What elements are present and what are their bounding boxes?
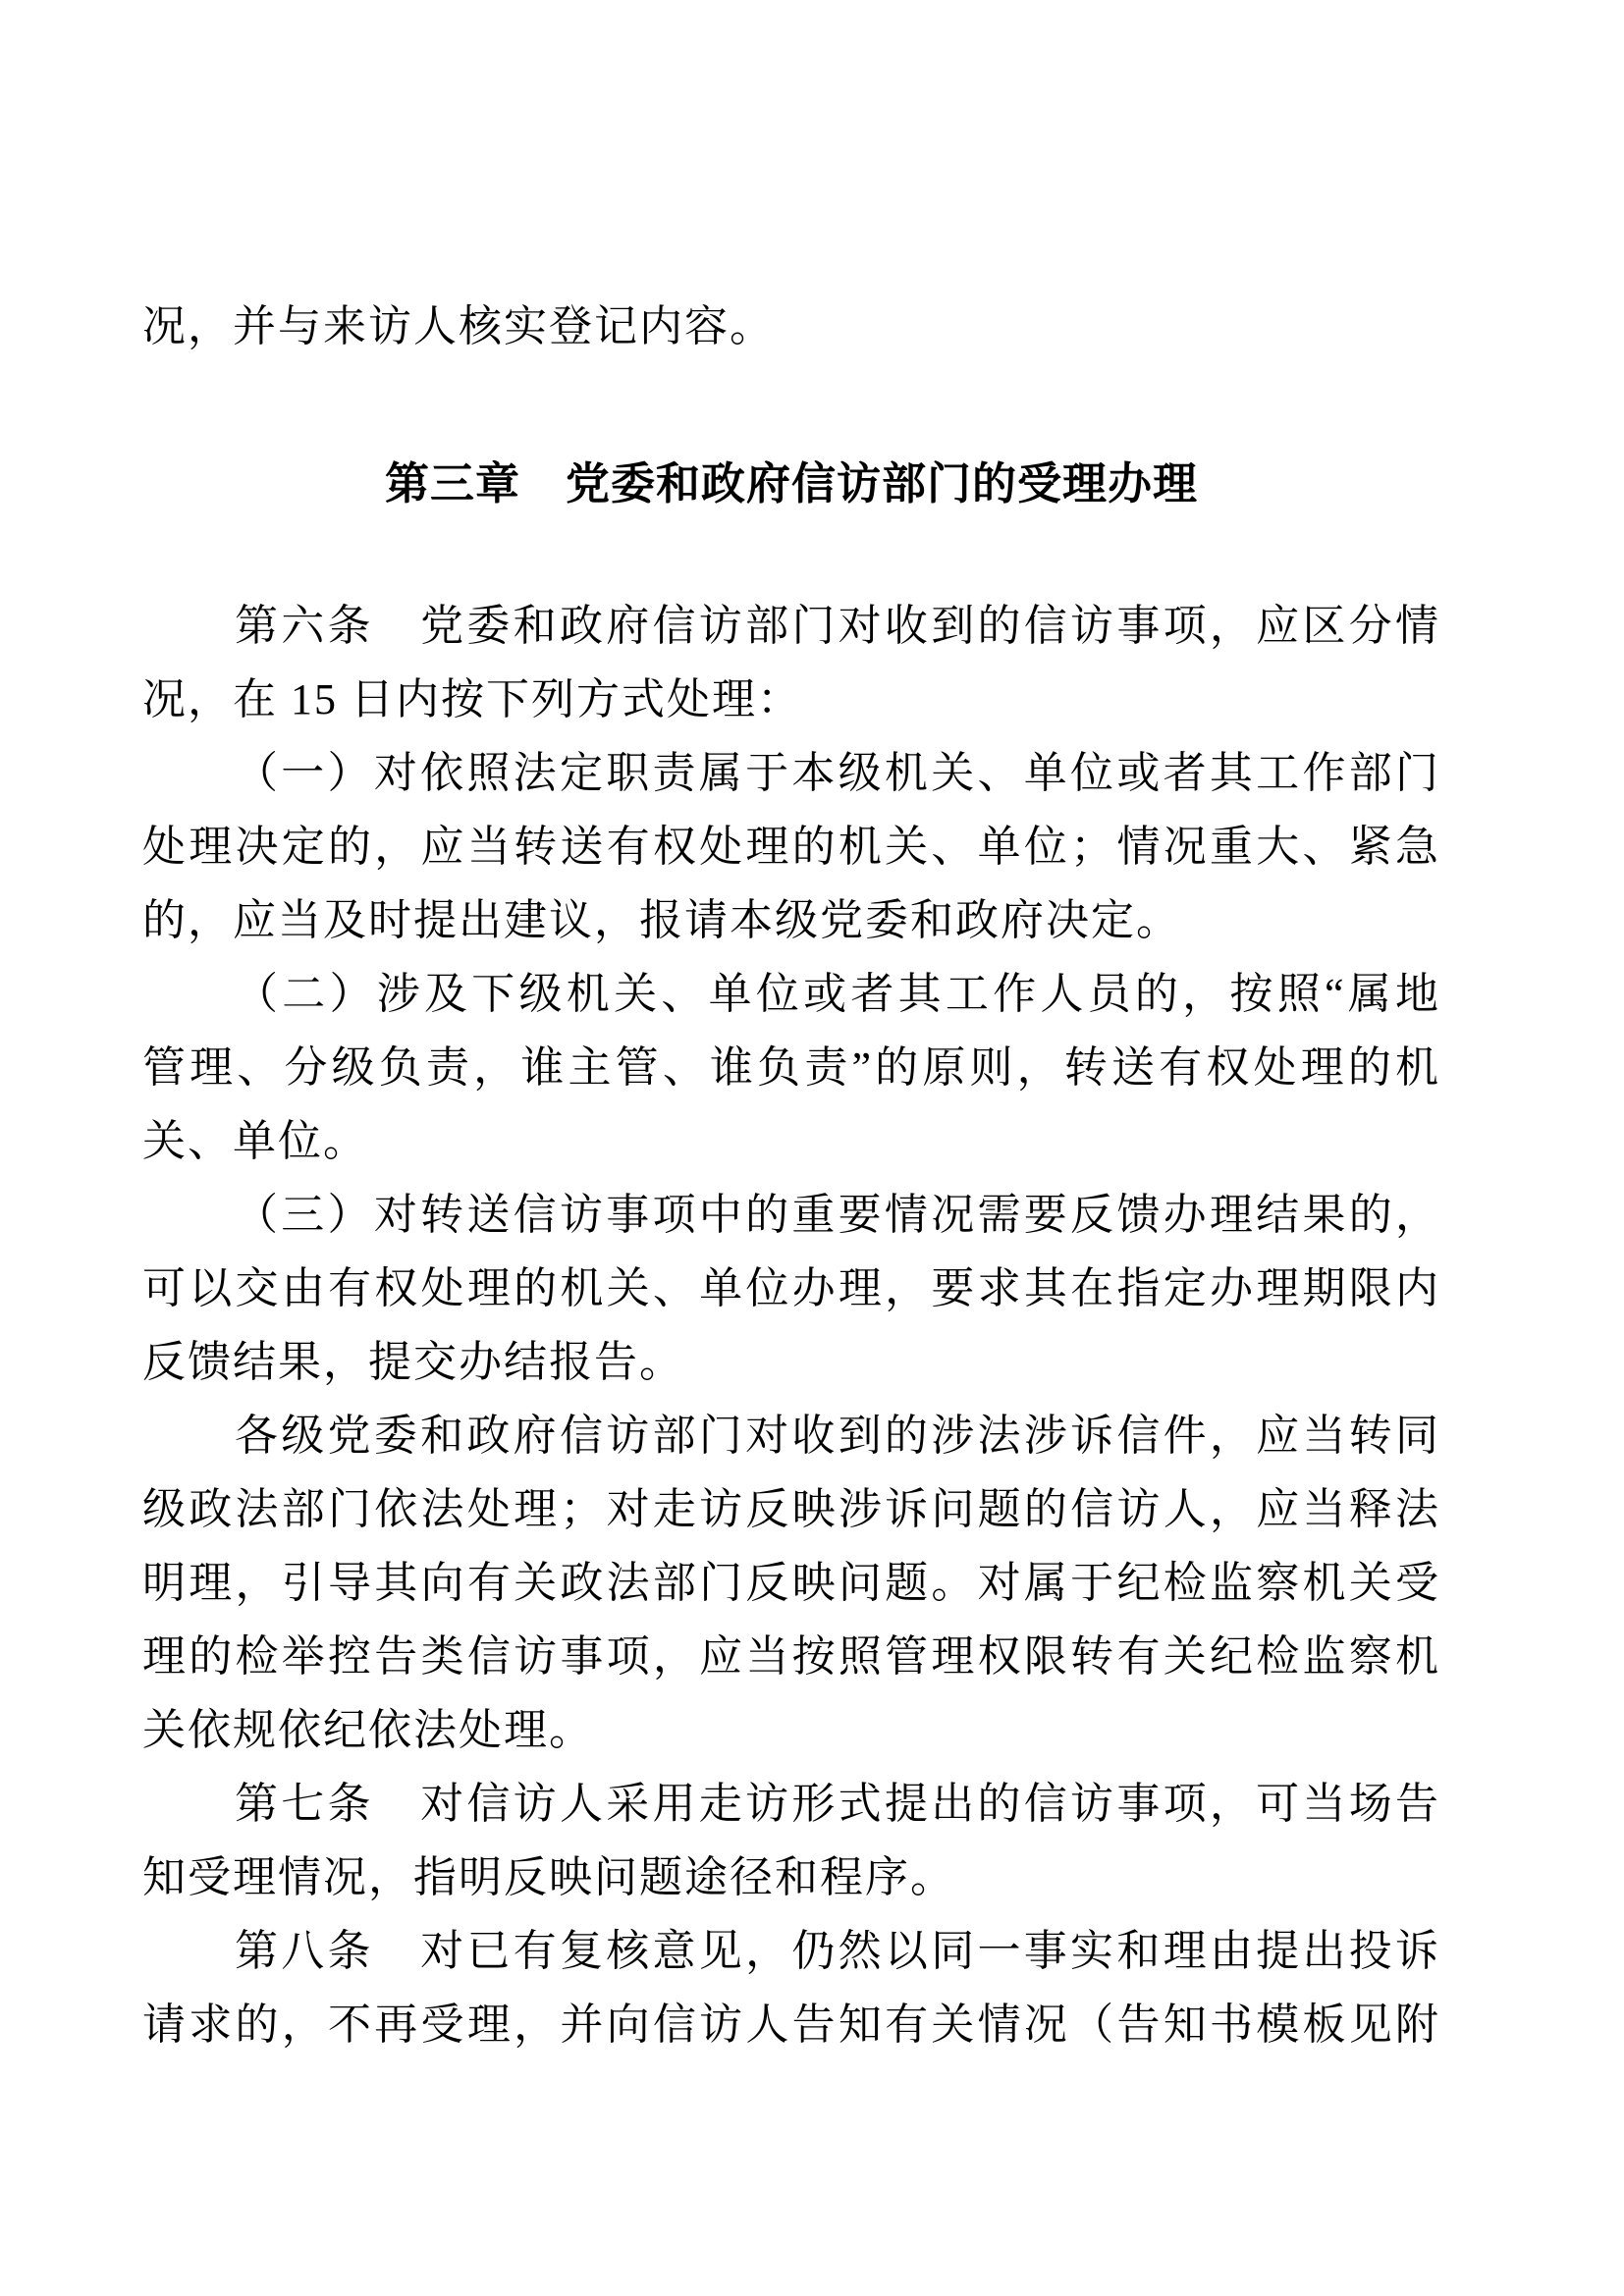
document-content [142, 290, 1440, 2061]
text-line-6: 管理、分级负责，谁主管、谁负责”的原则，转送有权处理的机 [142, 1043, 1440, 1092]
text-line-7: 关、单位。 [142, 1117, 368, 1165]
text-line-5: （二）涉及下级机关、单位或者其工作人员的，按照“属地 [235, 970, 1440, 1018]
text-line-4: 的，应当及时提出建议，报请本级党委和政府决定。 [142, 896, 1181, 944]
text-line-17: 知受理情况，指明反映问题途径和程序。 [142, 1853, 955, 1901]
text-line-18: 第八条 对已有复核意见，仍然以同一事实和理由提出投诉 [235, 1927, 1440, 1975]
text-line-3: 处理决定的，应当转送有权处理的机关、单位；情况重大、紧急 [142, 823, 1440, 871]
body-lines [142, 589, 1440, 2061]
text-line-9: 可以交由有权处理的机关、单位办理，要求其在指定办理期限内 [142, 1264, 1440, 1312]
text-line-2: （一）对依照法定职责属于本级机关、单位或者其工作部门 [235, 749, 1440, 797]
text-line-1: 况，在 15 日内按下列方式处理： [142, 675, 802, 723]
text-line-13: 明理，引导其向有关政法部门反映问题。对属于纪检监察机关受 [142, 1559, 1440, 1607]
text-line-15: 关依规依纪依法处理。 [142, 1706, 594, 1754]
text-line-16: 第七条 对信访人采用走访形式提出的信访事项，可当场告 [235, 1780, 1440, 1828]
text-line-0: 第六条 党委和政府信访部门对收到的信访事项，应区分情 [235, 602, 1440, 650]
intro-continuation-line: 况，并与来访人核实登记内容。 [142, 302, 775, 350]
text-line-12: 级政法部门依法处理；对走访反映涉诉问题的信访人，应当释法 [142, 1485, 1440, 1533]
text-line-19: 请求的，不再受理，并向信访人告知有关情况（告知书模板见附 [142, 2001, 1440, 2049]
chapter-heading: 第三章 党委和政府信访部门的受理办理 [384, 458, 1198, 508]
text-line-11: 各级党委和政府信访部门对收到的涉法涉诉信件，应当转同 [235, 1412, 1440, 1460]
text-line-10: 反馈结果，提交办结报告。 [142, 1338, 684, 1386]
text-line-8: （三）对转送信访事项中的重要情况需要反馈办理结果的， [235, 1191, 1440, 1239]
text-line-14: 理的检举控告类信访事项，应当按照管理权限转有关纪检监察机 [142, 1632, 1440, 1681]
